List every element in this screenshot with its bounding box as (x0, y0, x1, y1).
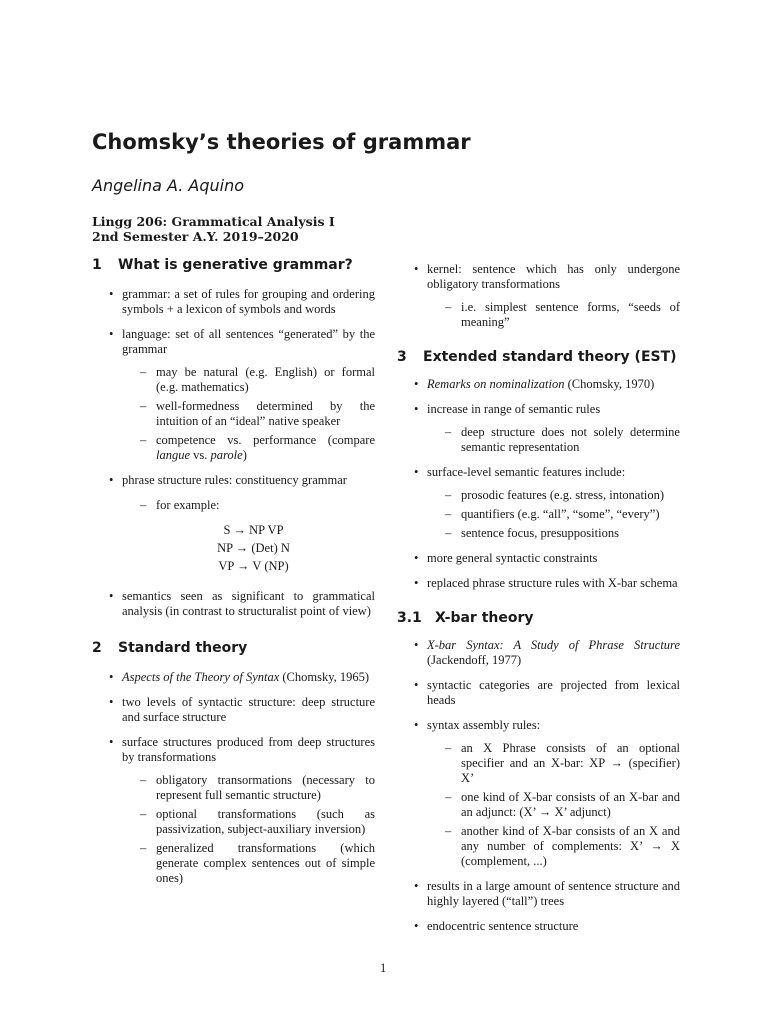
section-title: What is generative grammar? (118, 257, 353, 273)
section-number: 2 (92, 640, 102, 656)
section-1-list (92, 287, 375, 513)
item-text: semantics seen as significant to grammatical analysis (in contrast to structuralist point of view) (122, 589, 375, 618)
dash: – (140, 498, 147, 512)
dash: – (445, 507, 452, 521)
item-text: surface-level semantic features include: (427, 465, 626, 479)
dash: – (140, 365, 147, 379)
dash: – (445, 425, 452, 439)
item-text: two levels of syntactic structure: deep structure and surface structure (122, 695, 375, 724)
section-number: 3 (397, 349, 407, 365)
item-text: competence vs. performance (compare langue vs. parole) (156, 433, 375, 462)
list-item (397, 576, 680, 591)
list-item (397, 465, 680, 480)
section-3-heading (397, 350, 680, 365)
dash: – (445, 790, 452, 804)
sub-list-item (92, 498, 375, 513)
sub-list-item (397, 741, 680, 786)
section-title: Extended standard theory (EST) (423, 349, 677, 365)
section-1-list-cont (92, 589, 375, 619)
list-item (397, 879, 680, 909)
list-item (397, 377, 680, 392)
bullet: • (414, 262, 419, 276)
list-item (92, 589, 375, 619)
item-text: obligatory transormations (necessary to represent full semantic structure) (156, 773, 375, 802)
item-text: kernel: sentence which has only undergone obligatory transformations (427, 262, 680, 291)
list-item (92, 327, 375, 357)
dash: – (140, 841, 147, 855)
section-3-1-list (397, 638, 680, 934)
item-text: deep structure does not solely determine semantic representation (461, 425, 680, 454)
section-3-list (397, 377, 680, 591)
dash: – (140, 773, 147, 787)
list-item (397, 638, 680, 668)
sub-list-item (397, 425, 680, 455)
bullet: • (109, 473, 114, 487)
list-item (397, 919, 680, 934)
section-1-heading (92, 258, 375, 273)
phrase-structure-rules (92, 523, 375, 577)
sub-list-item (397, 824, 680, 869)
item-text: for example: (156, 498, 220, 512)
item-text: results in a large amount of sentence structure and highly layered (“tall”) trees (427, 879, 680, 908)
dash: – (140, 399, 147, 413)
dash: – (140, 807, 147, 821)
list-item (92, 287, 375, 317)
author-name: Angelina A. Aquino (92, 176, 245, 195)
rule: NP → (Det) N (217, 541, 290, 555)
item-text: X-bar Syntax: A Study of Phrase Structure (Jackendoff, 1977) (427, 638, 680, 667)
sub-list-item (397, 790, 680, 820)
item-text: quantifiers (e.g. “all”, “some”, “every”) (461, 507, 660, 521)
item-text: syntactic categories are projected from lexical heads (427, 678, 680, 707)
dash: – (445, 488, 452, 502)
rule: VP → V (NP) (218, 559, 289, 573)
sub-list-item (92, 807, 375, 837)
section-3-1-heading (397, 611, 680, 626)
item-text: an X Phrase consists of an optional specifier and an X-bar: XP → (specifier) X’ (461, 741, 680, 785)
section-2-heading (92, 641, 375, 656)
rule: S → NP VP (223, 523, 284, 537)
section-number: 1 (92, 257, 102, 273)
list-item (397, 262, 680, 292)
bullet: • (109, 589, 114, 603)
bullet: • (414, 551, 419, 565)
sub-list-item (92, 399, 375, 429)
sub-list-item (397, 300, 680, 330)
bullet: • (414, 678, 419, 692)
list-item (92, 695, 375, 725)
bullet: • (109, 287, 114, 301)
dash: – (445, 300, 452, 314)
page-number: 1 (380, 961, 387, 975)
list-item (92, 670, 375, 685)
bullet: • (414, 576, 419, 590)
bullet: • (109, 735, 114, 749)
section-number: 3.1 (397, 610, 422, 626)
item-text: sentence focus, presuppositions (461, 526, 619, 540)
sub-list-item (92, 841, 375, 886)
bullet: • (414, 465, 419, 479)
sub-list-item (397, 526, 680, 541)
sub-list-item (92, 433, 375, 463)
bullet: • (414, 638, 419, 652)
section-2-list (92, 670, 375, 886)
item-text: replaced phrase structure rules with X-bar schema (427, 576, 678, 590)
bullet: • (109, 695, 114, 709)
item-text: grammar: a set of rules for grouping and ordering symbols + a lexicon of symbols and words (122, 287, 375, 316)
sub-list-item (92, 773, 375, 803)
document-title: Chomsky’s theories of grammar (92, 130, 471, 154)
item-text: Aspects of the Theory of Syntax (Chomsky, 1965) (122, 670, 370, 684)
item-text: one kind of X-bar consists of an X-bar and an adjunct: (X’ → X’ adjunct) (461, 790, 680, 819)
section-title: X-bar theory (435, 610, 534, 626)
course-line-1: Lingg 206: Grammatical Analysis I (92, 214, 335, 229)
bullet: • (109, 327, 114, 341)
section-title: Standard theory (118, 640, 248, 656)
list-item (92, 473, 375, 488)
sub-list-item (92, 365, 375, 395)
item-text: language: set of all sentences “generated” by the grammar (122, 327, 375, 356)
item-text: prosodic features (e.g. stress, intonation) (461, 488, 665, 502)
item-text: generalized transformations (which generate complex sentences out of simple ones) (156, 841, 375, 885)
dash: – (445, 824, 452, 838)
sub-list-item (397, 488, 680, 503)
course-line-2: 2nd Semester A.Y. 2019–2020 (92, 229, 299, 244)
item-text: may be natural (e.g. English) or formal (e.g. mathematics) (156, 365, 375, 394)
bullet: • (414, 879, 419, 893)
item-text: optional transformations (such as passivization, subject-auxiliary inversion) (156, 807, 375, 836)
course-info (92, 214, 335, 244)
item-text: syntax assembly rules: (427, 718, 541, 732)
right-column (397, 262, 680, 934)
bullet: • (109, 670, 114, 684)
left-column (92, 258, 375, 886)
list-item (397, 678, 680, 708)
bullet: • (414, 718, 419, 732)
kernel-list (397, 262, 680, 330)
item-text: endocentric sentence structure (427, 919, 579, 933)
item-text: i.e. simplest sentence forms, “seeds of meaning” (461, 300, 680, 329)
sub-list-item (397, 507, 680, 522)
bullet: • (414, 377, 419, 391)
list-item (397, 402, 680, 417)
list-item (397, 718, 680, 733)
item-text: increase in range of semantic rules (427, 402, 601, 416)
item-text: more general syntactic constraints (427, 551, 598, 565)
dash: – (445, 526, 452, 540)
bullet: • (414, 402, 419, 416)
dash: – (140, 433, 147, 447)
item-text: Remarks on nominalization (Chomsky, 1970) (427, 377, 655, 391)
item-text: phrase structure rules: constituency grammar (122, 473, 347, 487)
bullet: • (414, 919, 419, 933)
list-item (92, 735, 375, 765)
list-item (397, 551, 680, 566)
dash: – (445, 741, 452, 755)
item-text: well-formedness determined by the intuition of an “ideal” native speaker (156, 399, 375, 428)
item-text: another kind of X-bar consists of an X and any number of complements: X’ → X (complement, ...) (461, 824, 680, 868)
item-text: surface structures produced from deep structures by transformations (122, 735, 375, 764)
